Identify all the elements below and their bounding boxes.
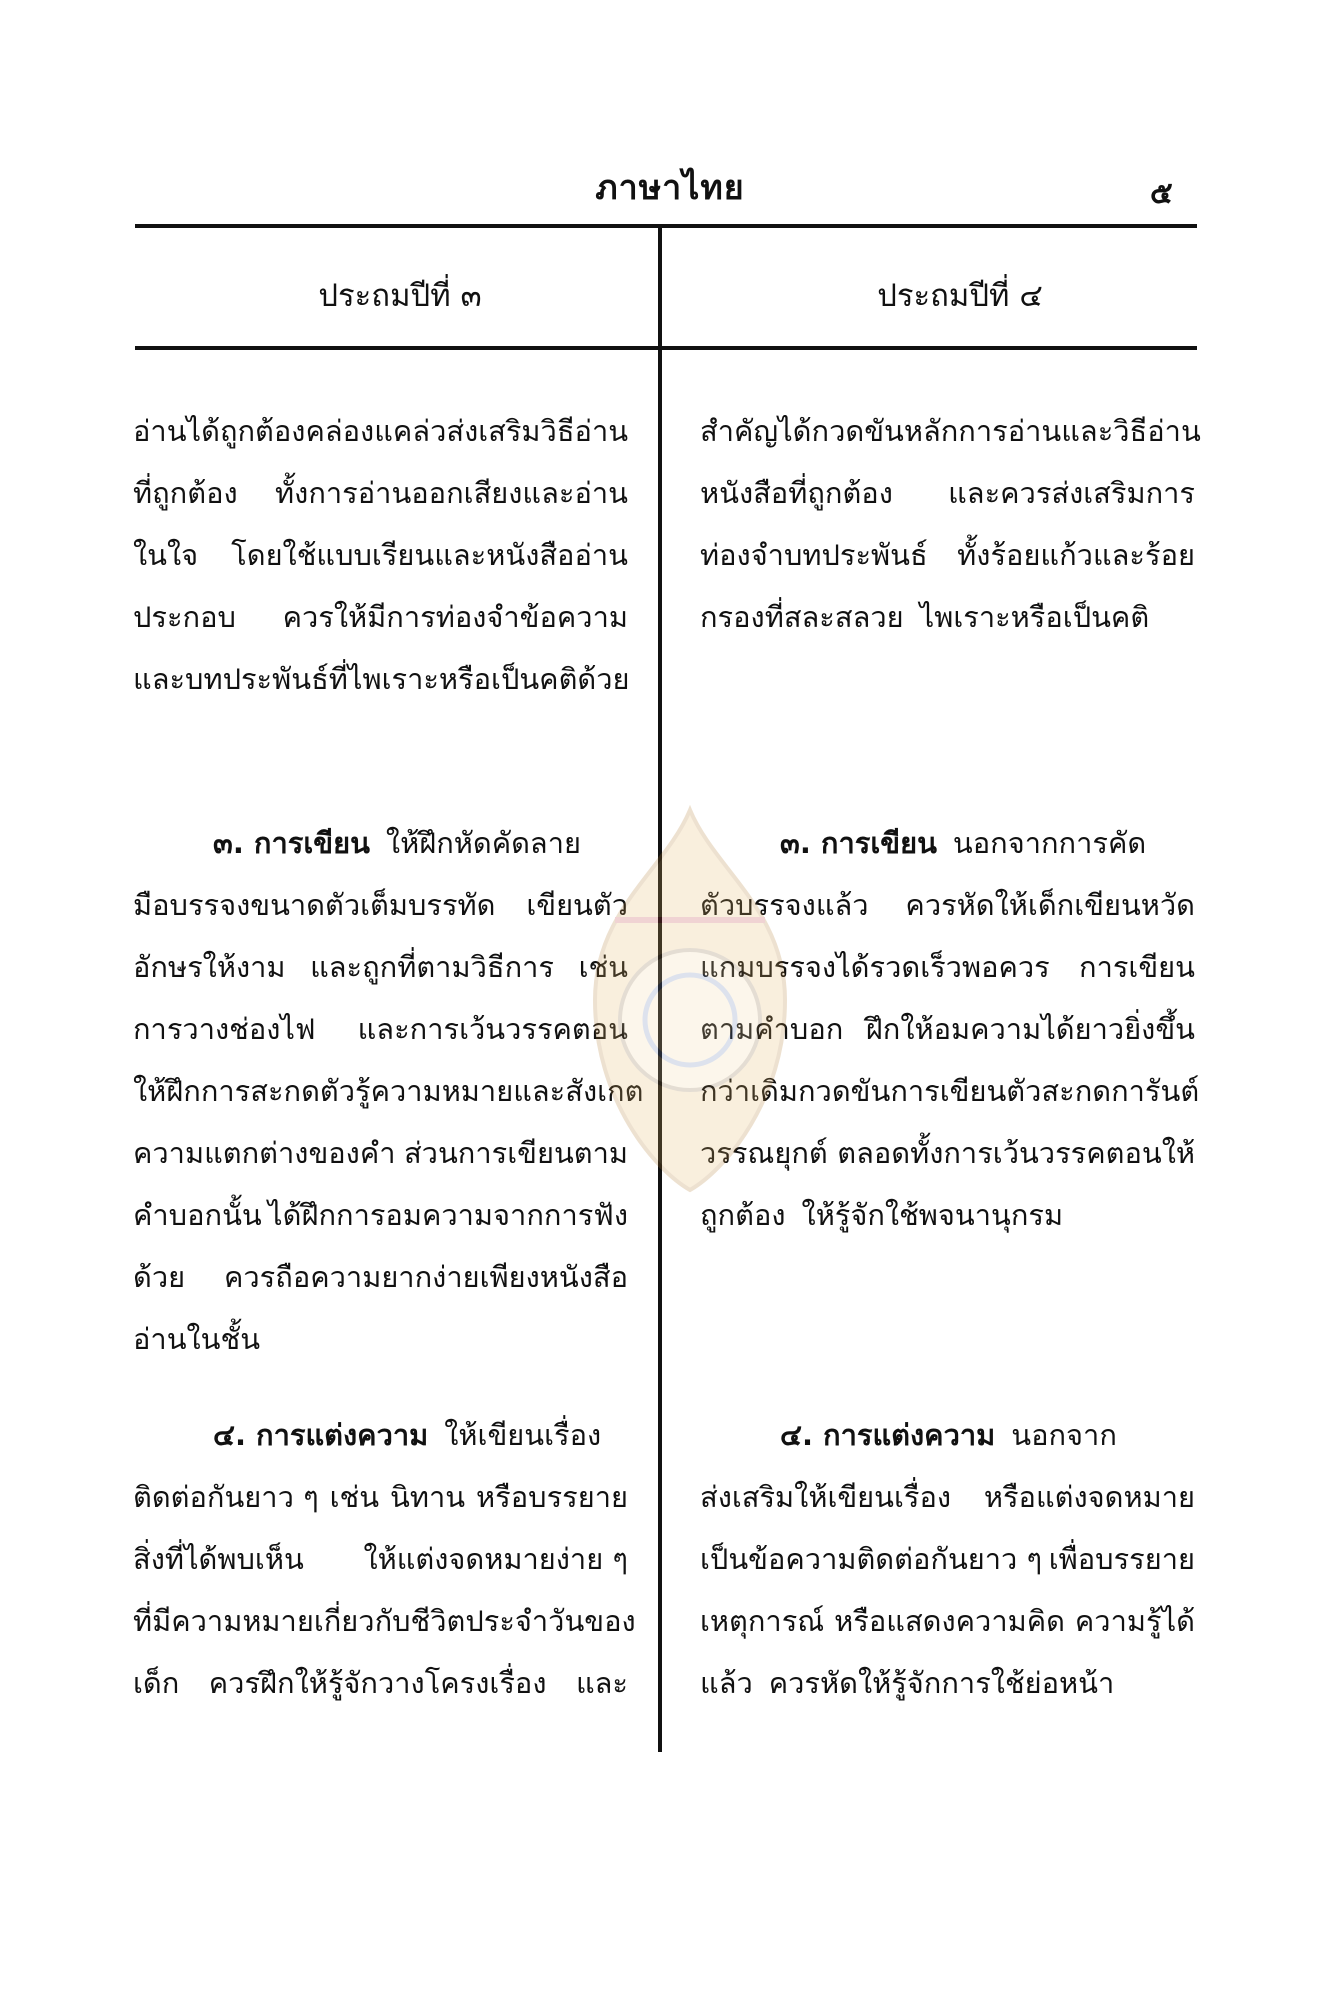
- text-word: เป็นข้อความติดต่อกันยาว ๆ: [700, 1542, 1043, 1576]
- text-line: [133, 1598, 636, 1660]
- text-word: ท่องจำบทประพันธ์: [700, 538, 928, 572]
- text-word: หรือแต่งจดหมาย: [983, 1480, 1195, 1514]
- text-word: สำคัญได้: [700, 414, 812, 448]
- text-word: ควรถือความยากง่ายเพียงหนังสือ: [224, 1260, 628, 1294]
- text-word: อ่านได้ถูกต้องคล่องแคล่ว: [133, 414, 447, 448]
- text-line: [700, 1412, 1195, 1474]
- text-word: อ่านในชั้น: [133, 1322, 261, 1356]
- right-composition-section: [700, 1412, 1195, 1722]
- text-word: ถูกต้อง: [700, 1198, 786, 1232]
- column-divider: [658, 224, 662, 1752]
- text-word: โดยใช้แบบเรียนและหนังสืออ่าน: [231, 538, 628, 572]
- text-word: มือบรรจงขนาดตัวเต็มบรรทัด: [133, 888, 496, 922]
- text-line: [133, 656, 628, 718]
- text-word: ควรให้มีการท่องจำข้อความ: [282, 600, 628, 634]
- text-word: ตลอดทั้งการเว้นวรรคตอนให้: [837, 1136, 1195, 1170]
- text-line: [700, 1192, 1195, 1254]
- text-word: ตัวบรรจงแล้ว: [700, 888, 869, 922]
- text-word: ควรหัดให้รู้จักการใช้ย่อหน้า: [768, 1666, 1115, 1700]
- text-word: ที่ถูกต้อง: [133, 476, 238, 510]
- text-line: [700, 1006, 1195, 1068]
- text-word: เพื่อบรรยาย: [1048, 1542, 1195, 1576]
- text-word: หรือบรรยาย: [476, 1480, 628, 1514]
- text-word: นอกจาก: [1011, 1418, 1117, 1452]
- text-word: ให้ฝึกหัดคัดลาย: [385, 826, 581, 860]
- right-column-heading: ประถมปีที่ ๔: [877, 278, 1043, 314]
- text-word: เด็ก: [133, 1666, 180, 1700]
- text-line: [133, 532, 628, 594]
- text-line: [133, 470, 628, 532]
- text-line: [133, 1130, 628, 1192]
- text-word: ให้เขียนเรื่อง: [444, 1418, 602, 1452]
- text-word: แกมบรรจงได้รวดเร็วพอควร: [700, 950, 1050, 984]
- right-reading-section: [700, 408, 1201, 656]
- text-line: [700, 1068, 1200, 1130]
- text-word: แล้ว: [700, 1666, 753, 1700]
- text-word: นอกจากการคัด: [952, 826, 1147, 860]
- text-word: ติดต่อกันยาว ๆ: [133, 1480, 319, 1514]
- text-line: [133, 944, 628, 1006]
- page-header-title: ภาษาไทย: [595, 168, 745, 208]
- top-rule: [135, 224, 1197, 228]
- header-rule: [135, 346, 1197, 350]
- text-word: ตามคำบอก: [700, 1012, 844, 1046]
- text-word: ทั้งการอ่านออกเสียงและอ่าน: [275, 476, 628, 510]
- right-writing-section: [700, 820, 1200, 1254]
- text-word: รู้ความหมาย: [355, 1074, 514, 1108]
- section-title: ๔. การแต่งความ: [780, 1418, 996, 1452]
- text-word: ไพเราะหรือเป็นคติ: [919, 600, 1150, 634]
- text-word: และควรส่งเสริมการ: [948, 476, 1195, 510]
- text-word: ในใจ: [133, 538, 199, 572]
- text-line: [133, 820, 628, 882]
- text-line: [133, 1068, 644, 1130]
- left-reading-section: [133, 408, 628, 718]
- text-word: เขียนตัว: [526, 888, 628, 922]
- text-line: [700, 1130, 1195, 1192]
- text-word: หนังสือที่ถูกต้อง: [700, 476, 893, 510]
- text-word: เช่น: [329, 1480, 380, 1514]
- left-composition-section: [133, 1412, 636, 1722]
- text-word: เหตุการณ์: [700, 1604, 825, 1638]
- text-word: และสังเกต: [513, 1074, 644, 1108]
- text-line: [133, 594, 628, 656]
- text-word: กวดขันหลักการอ่านและวิธีอ่าน: [811, 414, 1201, 448]
- text-word: ส่งเสริมวิธีอ่าน: [446, 414, 629, 448]
- page-number: ๕: [1150, 176, 1173, 211]
- text-line: [700, 820, 1195, 882]
- text-word: สิ่งที่ได้พบเห็น: [133, 1542, 304, 1576]
- text-line: [133, 1412, 628, 1474]
- text-word: ส่วนการเขียนตาม: [403, 1136, 628, 1170]
- section-title: ๔. การแต่งความ: [213, 1418, 429, 1452]
- text-line: [700, 532, 1195, 594]
- text-line: [700, 408, 1201, 470]
- text-word: นิทาน: [390, 1480, 466, 1514]
- text-word: ความรู้ได้: [1074, 1604, 1195, 1638]
- text-word: และบทประพันธ์ที่ไพเราะหรือเป็นคติด้วย: [133, 662, 630, 696]
- text-word: ให้รู้จักใช้พจนานุกรม: [801, 1198, 1064, 1232]
- text-line: [133, 1474, 628, 1536]
- text-line: [700, 882, 1195, 944]
- left-column-heading: ประถมปีที่ ๓: [318, 278, 482, 314]
- text-line: [700, 1536, 1195, 1598]
- text-line: [133, 1254, 628, 1316]
- text-word: ควรฝึกให้รู้จักวางโครงเรื่อง: [208, 1666, 547, 1700]
- left-writing-section: [133, 820, 644, 1378]
- text-word: ควรหัดให้เด็กเขียนหวัด: [905, 888, 1195, 922]
- text-word: และการเว้นวรรคตอน: [357, 1012, 628, 1046]
- text-word: การวางช่องไฟ: [133, 1012, 316, 1046]
- text-word: วรรณยุกต์: [700, 1136, 828, 1170]
- text-line: [700, 1474, 1195, 1536]
- text-word: กรองที่สละสลวย: [700, 600, 904, 634]
- text-word: ทั้งร้อยแก้วและร้อย: [957, 538, 1195, 572]
- text-word: และถูกที่ตามวิธีการ: [310, 950, 554, 984]
- text-word: ให้แต่งจดหมายง่าย ๆ: [363, 1542, 628, 1576]
- text-word: หรือแสดงความคิด: [834, 1604, 1065, 1638]
- text-line: [700, 944, 1195, 1006]
- text-word: คำบอกนั้น: [133, 1198, 262, 1232]
- text-word: ประกอบ: [133, 600, 236, 634]
- text-line: [133, 882, 628, 944]
- text-line: [133, 1316, 628, 1378]
- text-line: [700, 594, 1195, 656]
- text-word: ด้วย: [133, 1260, 186, 1294]
- text-word: อักษรให้งาม: [133, 950, 286, 984]
- text-line: [133, 1660, 628, 1722]
- text-word: และ: [575, 1666, 628, 1700]
- text-word: ที่มีความหมายเกี่ยวกับชีวิตประจำวันของ: [133, 1604, 636, 1638]
- text-line: [700, 1660, 1195, 1722]
- section-title: ๓. การเขียน: [213, 826, 370, 860]
- text-line: [700, 1598, 1195, 1660]
- text-word: กวดขันการเขียนตัวสะกดการันต์: [798, 1074, 1200, 1108]
- text-word: ฝึกให้อมความได้ยาวยิ่งขึ้น: [865, 1012, 1195, 1046]
- text-line: [133, 1006, 628, 1068]
- text-line: [133, 1192, 628, 1254]
- section-title: ๓. การเขียน: [780, 826, 937, 860]
- text-word: การเขียน: [1079, 950, 1195, 984]
- text-line: [133, 1536, 628, 1598]
- text-line: [133, 408, 628, 470]
- text-word: กว่าเดิม: [700, 1074, 798, 1108]
- text-word: ได้ฝึกการอมความจากการฟัง: [268, 1198, 628, 1232]
- text-word: ให้ฝึกการสะกดตัว: [133, 1074, 356, 1108]
- text-word: ส่งเสริมให้เขียนเรื่อง: [700, 1480, 952, 1514]
- text-word: ความแตกต่างของคำ: [133, 1136, 396, 1170]
- text-word: เช่น: [578, 950, 628, 984]
- text-line: [700, 470, 1195, 532]
